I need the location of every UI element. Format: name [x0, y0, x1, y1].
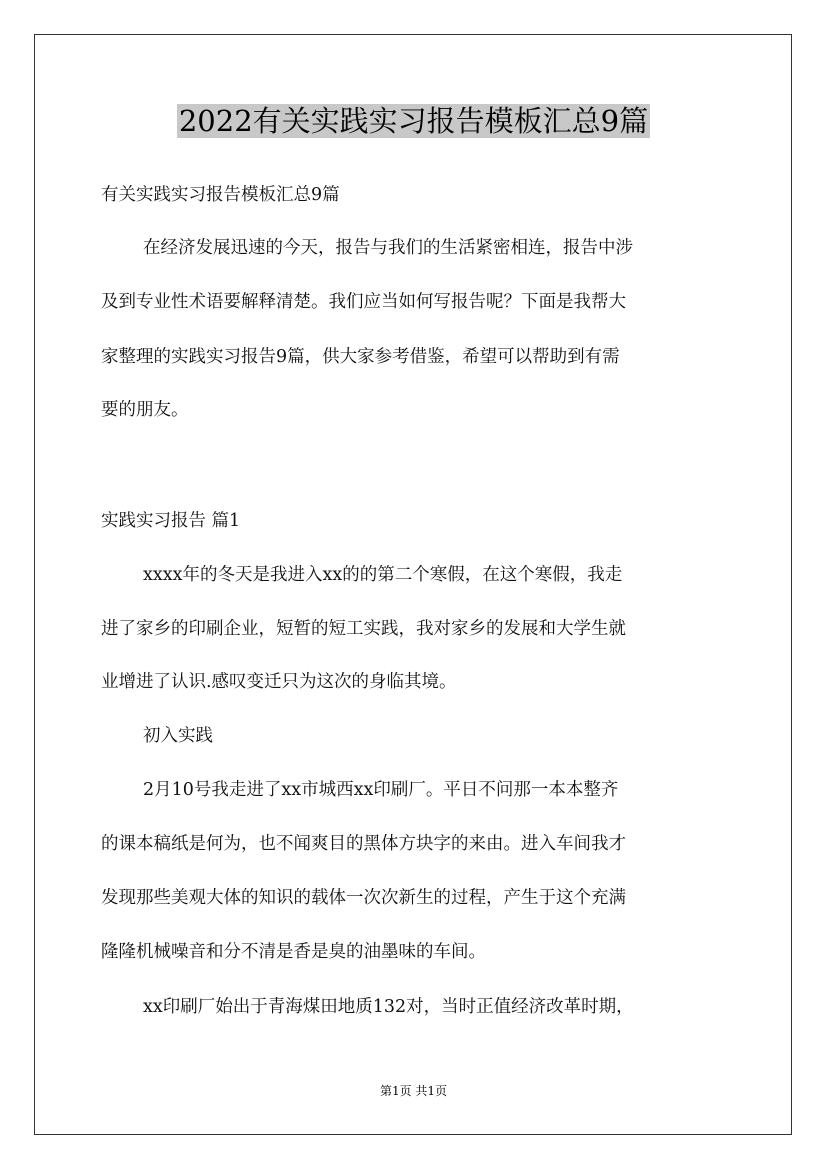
document-subtitle: 有关实践实习报告模板汇总9篇 — [101, 185, 340, 205]
section-line-2: 进了家乡的印刷企业，短暂的短工实践，我对家乡的发展和大学生就 — [101, 619, 626, 639]
section-line-6: 的课本稿纸是何为，也不闻爽目的黑体方块字的来由。进入车间我才 — [101, 834, 626, 854]
intro-line-2: 及到专业性术语要解释清楚。我们应当如何写报告呢？下面是我帮大 — [101, 292, 626, 312]
section-line-7: 发现那些美观大体的知识的载体一次次新生的过程，产生于这个充满 — [101, 888, 626, 908]
section-line-3: 业增进了认识.感叹变迁只为这次的身临其境。 — [101, 672, 457, 692]
page-footer: 第1页 共1页 — [379, 1084, 448, 1098]
section-subheading: 初入实践 — [143, 726, 213, 746]
document-title: 2022有关实践实习报告模板汇总9篇 — [178, 104, 649, 138]
intro-line-4: 要的朋友。 — [101, 400, 189, 420]
section-line-5: 2月10号我走进了xx市城西xx印刷厂。平日不问那一本本整齐 — [143, 780, 619, 800]
section-heading: 实践实习报告 篇1 — [101, 511, 241, 531]
document-title-wrap — [0, 100, 827, 142]
intro-line-3: 家整理的实践实习报告9篇，供大家参考借鉴，希望可以帮助到有需 — [101, 347, 620, 367]
section-line-1: xxxx年的冬天是我进入xx的的第二个寒假，在这个寒假，我走 — [143, 565, 623, 585]
section-line-8: 隆隆机械噪音和分不清是香是臭的油墨味的车间。 — [101, 942, 486, 962]
section-line-9: xx印刷厂始出于青海煤田地质132对，当时正值经济改革时期， — [143, 997, 634, 1017]
intro-line-1: 在经济发展迅速的今天，报告与我们的生活紧密相连，报告中涉 — [143, 238, 633, 258]
